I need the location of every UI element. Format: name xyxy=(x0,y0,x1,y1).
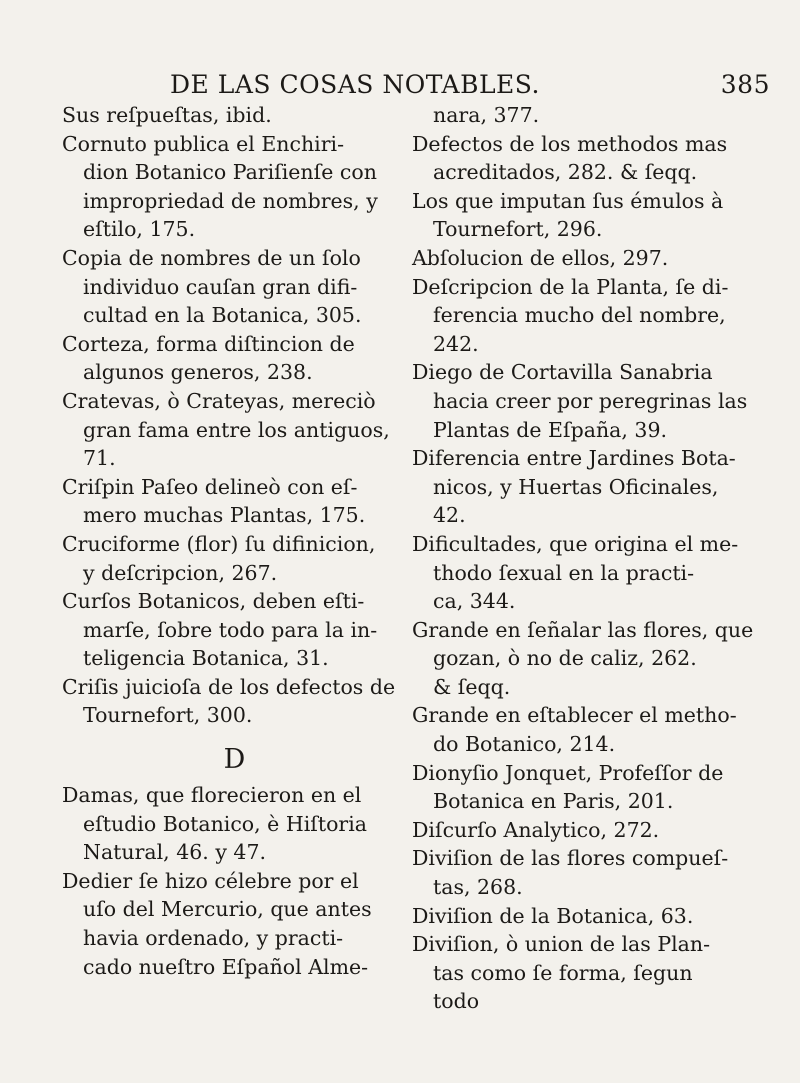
index-entry-line: Dionyſio Jonquet, Profeſſor de xyxy=(412,760,724,785)
index-entry-line: Sus reſpueſtas, ibid. xyxy=(62,103,272,127)
index-entry xyxy=(62,781,407,867)
index-entry-line: tas como ſe forma, ſegun xyxy=(433,960,693,985)
index-entry-line: eſtilo, 175. xyxy=(83,217,196,242)
index-entry-line: Copia de nombres de un ſolo xyxy=(62,245,361,270)
index-entry-line: Los que imputan ſus émulos à xyxy=(412,188,724,213)
index-entry xyxy=(412,930,772,1016)
index-entry xyxy=(412,444,772,530)
index-entry xyxy=(62,130,407,244)
index-entry xyxy=(412,101,772,130)
index-entry xyxy=(412,130,772,187)
index-entry-line: dion Botanico Pariſienſe con xyxy=(83,160,377,185)
index-entry-line: cado nueſtro Eſpañol Alme- xyxy=(83,954,369,979)
index-entry-line: Tournefort, 300. xyxy=(83,703,253,728)
index-entry-line: mero muchas Plantas, 175. xyxy=(83,503,366,528)
index-entry-line: gran fama entre los antiguos, xyxy=(83,417,390,442)
index-entry-line: do Botanico, 214. xyxy=(433,732,616,757)
index-entry-line: Diferencia entre Jardines Bota- xyxy=(412,446,736,471)
index-entry xyxy=(62,473,407,530)
index-entry xyxy=(62,587,407,673)
index-entry-line: Plantas de Eſpaña, 39. xyxy=(433,417,667,442)
index-entry xyxy=(412,244,772,273)
index-entry-line: thodo ſexual en la practi- xyxy=(433,560,695,585)
index-entry-line: acreditados, 282. & ſeqq. xyxy=(433,160,698,185)
index-entry xyxy=(62,867,407,981)
index-entry-line: Curſos Botanicos, deben eſti- xyxy=(62,589,365,614)
page-number: 385 xyxy=(720,70,770,99)
index-entry-line: 71. xyxy=(83,446,116,471)
index-entry-line: Diviſion de las flores compueſ- xyxy=(412,846,729,871)
index-entry-line: Grande en ſeñalar las flores, que xyxy=(412,617,754,642)
index-entry xyxy=(412,701,772,758)
index-entry-line: cultad en la Botanica, 305. xyxy=(83,303,362,328)
index-entry-line: nicos, y Huertas Oficinales, xyxy=(433,474,719,499)
index-entry xyxy=(412,759,772,816)
index-entry-line: havia ordenado, y practi- xyxy=(83,926,344,951)
index-entry xyxy=(62,101,407,130)
index-entry-line: Dificultades, que origina el me- xyxy=(412,531,739,556)
index-entry-line: Corteza, forma diſtincion de xyxy=(62,331,355,356)
index-entry-line: algunos generos, 238. xyxy=(83,360,313,385)
index-entry-line: Criſpin Paſeo delineò con eſ- xyxy=(62,474,358,499)
index-entry xyxy=(412,616,772,702)
index-column-right xyxy=(412,101,772,1016)
index-entry-line: Diviſion de la Botanica, 63. xyxy=(412,903,694,928)
index-entry xyxy=(412,273,772,359)
index-entry-line: 242. xyxy=(433,331,479,356)
index-entry xyxy=(62,387,407,473)
running-head xyxy=(170,70,770,99)
index-entry-line: ca, 344. xyxy=(433,589,516,614)
index-entry-line: Diſcurſo Analytico, 272. xyxy=(412,817,660,842)
index-entry xyxy=(62,244,407,330)
index-entry-line: Damas, que florecieron en el xyxy=(62,783,362,808)
index-entry-line: Dedier ſe hizo célebre por el xyxy=(62,868,359,893)
index-entry-line: Tournefort, 296. xyxy=(433,217,603,242)
index-entry xyxy=(412,187,772,244)
index-entry xyxy=(412,358,772,444)
index-entry-line: Botanica en Paris, 201. xyxy=(433,789,674,814)
index-entry xyxy=(62,673,407,730)
index-entry-line: impropriedad de nombres, y xyxy=(83,188,378,213)
index-entry xyxy=(62,530,407,587)
index-entry-line: Diviſion, ò union de las Plan- xyxy=(412,932,711,957)
index-column-left xyxy=(62,101,407,981)
index-entry-line: Criſis juicioſa de los defectos de xyxy=(62,674,396,699)
index-entry xyxy=(412,816,772,845)
index-entry-line: teligencia Botanica, 31. xyxy=(83,646,329,671)
index-entry xyxy=(412,902,772,931)
index-entry-line: Cratevas, ò Crateyas, mereciò xyxy=(62,388,376,413)
index-entry-line: nara, 377. xyxy=(433,103,540,127)
index-entry-line: marſe, ſobre todo para la in- xyxy=(83,617,378,642)
index-entry-line: Natural, 46. y 47. xyxy=(83,840,267,865)
index-entry xyxy=(412,530,772,616)
index-entry-line: hacia creer por peregrinas las xyxy=(433,388,748,413)
index-entry-line: Defectos de los methodos mas xyxy=(412,131,728,156)
section-letter: D xyxy=(223,744,246,776)
index-entry-line: 42. xyxy=(433,503,466,528)
index-entry-line: Diego de Cortavilla Sanabria xyxy=(412,360,713,385)
index-entry xyxy=(412,844,772,901)
index-entry-line: gozan, ò no de caliz, 262. xyxy=(433,646,697,671)
index-entry xyxy=(62,330,407,387)
index-entry-line: eſtudio Botanico, è Hiſtoria xyxy=(83,811,368,836)
index-entry-line: Deſcripcion de la Planta, ſe di- xyxy=(412,274,729,299)
index-entry-line: Grande en eſtablecer el metho- xyxy=(412,703,737,728)
index-entry-line: uſo del Mercurio, que antes xyxy=(83,897,372,922)
index-entry-line: y deſcripcion, 267. xyxy=(83,560,278,585)
index-entry-line: Cruciforme (flor) ſu difinicion, xyxy=(62,531,376,556)
index-entry-line: todo xyxy=(433,989,480,1014)
page-header-title: DE LAS COSAS NOTABLES. xyxy=(170,70,540,99)
index-entry-line: individuo cauſan gran difi- xyxy=(83,274,358,299)
index-entry-line: Abſolucion de ellos, 297. xyxy=(412,245,669,270)
index-entry-line: ferencia mucho del nombre, xyxy=(433,303,726,328)
index-entry-line: tas, 268. xyxy=(433,875,523,900)
index-entry-line: & ſeqq. xyxy=(433,674,511,699)
index-entry-line: Cornuto publica el Enchiri- xyxy=(62,131,345,156)
